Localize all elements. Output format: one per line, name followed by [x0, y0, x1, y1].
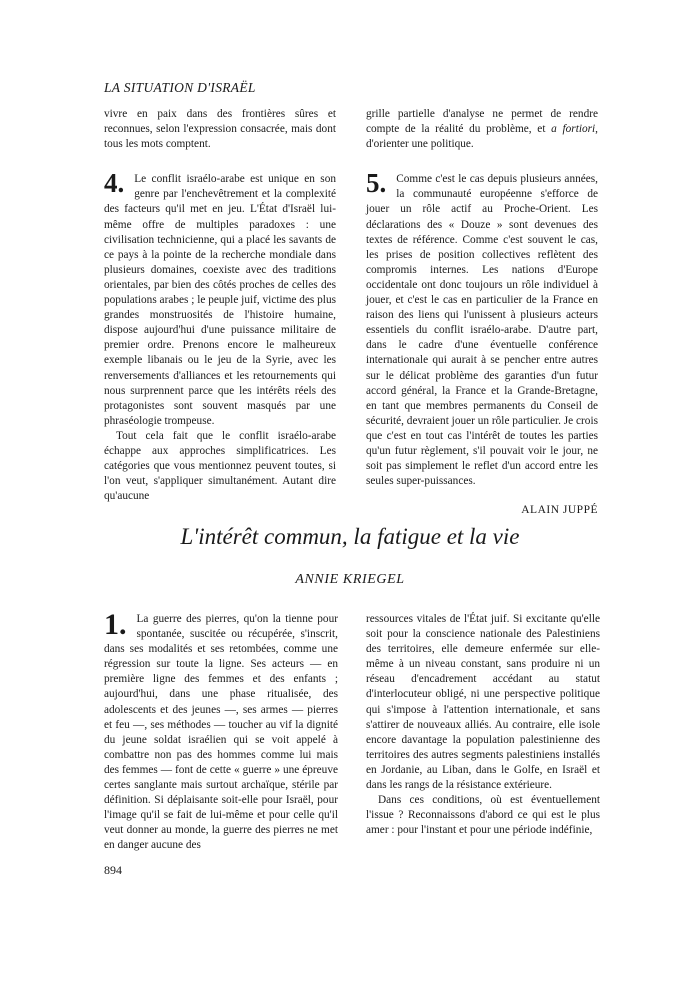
running-head: LA SITUATION D'ISRAËL	[104, 80, 256, 95]
upper-right-column	[366, 107, 598, 518]
paragraph: Dans ces conditions, où est éventuellement l'issue ? Reconnaissons d'abord ce qui est le plus amer : pour l'instant et pour une période indéfinie,	[366, 794, 600, 837]
paragraph: vivre en paix dans des frontières sûres et reconnues, selon l'expression consacrée, mais dont tous les mots comptent.	[104, 108, 336, 151]
italic-run: a fortiori	[551, 123, 596, 136]
section-1-paragraph	[104, 608, 338, 854]
section-5-text: Comme c'est le cas depuis plusieurs années, la communauté européenne s'efforce de jouer un rôle actif au Proche-Orient. Les déclarations des « Douze » sont devenues des textes de référence. Comme c'est souvent le cas, les prises de position collectives reflètent des compromis internes. Les nations d'Europe occidentale ont donc toujours un rôle individuel à jouer, et c'est le cas en particulier de la France en raison des liens qui l'unissent à plusieurs acteurs essentiels du conflit israélo-arabe. D'autre part, dans le cadre d'une éventuelle conférence internationale qui aurait à se pencher entre autres sur le délicat problème des garanties d'un futur accord général, la France et la Grande-Bretagne, en tant que membres permanents du Conseil de sécurité, devraient jouer un rôle particulier. Je crois que c'est en tout cas l'intérêt de toutes les parties qu'un futur règlement, s'il pouvait voir le jour, ne soit pas simplement le reflet d'un accord entre les seules super-puissances.	[366, 173, 598, 488]
article-left-column	[104, 608, 338, 854]
upper-left-column	[104, 107, 336, 504]
section-number: 1.	[104, 608, 127, 641]
section-number: 5.	[366, 168, 387, 199]
author-signature: ALAIN JUPPÉ	[521, 504, 598, 517]
section-number: 4.	[104, 168, 125, 199]
section-4-paragraph	[104, 168, 336, 429]
page-number: 894	[104, 863, 122, 877]
section-4-text: Le conflit israélo-arabe est unique en son genre par l'enchevêtrement et la complexité des facteurs qu'il met en jeu. L'État d'Israël lui-même offre de multiples paradoxes : une civilisation technicienne, qui a placé les savants de ce pays à la pointe de la recherche mondiale dans plusieurs domaines, coexiste avec des traditions orientales, par bien des côtés proches de celles des populations arabes ; le peuple juif, victime des plus grandes monstruosités de l'histoire humaine, dispose aujourd'hui d'une puissance militaire de premier ordre. Prenons encore le malheureux exemple libanais ou le jeu de la Syrie, avec les renversements d'alliances et les retournements qui nous surprennent parce que les intérêts réels des protagonistes sont souvent masqués par une phraséologie trompeuse.	[104, 173, 336, 427]
article-right-column	[366, 612, 600, 838]
section-1-text: La guerre des pierres, qu'on la tienne pour spontanée, suscitée ou récupérée, s'inscrit, dans ses modalités et ses retombées, comme une régression sur toute la ligne. Ses acteurs — en première ligne des femmes et des enfants ; aujourd'hui, dans une phase ritualisée, des adolescents et des jeunes —, ses armes — pierres et feu —, ses méthodes — toucher au vif la dignité du jeune soldat israélien qui se voit appelé à combattre non pas des hommes comme lui mais des femmes — font de cette « guerre » une épreuve certes sanglante mais surtout archaïque, stérile par définition. Si déplaisante soit-elle pour Israël, pour l'image qu'il se fait de lui-même et pour celle qu'il veut donner au monde, la guerre des pierres ne met en danger aucune des	[104, 613, 338, 852]
paragraph	[366, 107, 598, 152]
article-title: L'intérêt commun, la fatigue et la vie	[180, 524, 520, 549]
paragraph: ressources vitales de l'État juif. Si excitante qu'elle soit pour la conscience nationale des Palestiniens des territoires, elle demeure enfermée sur elle-même à un niveau constant, sans produire ni un réseau d'encadrement accédant au statut d'interlocuteur obligé, ni une perspective politique qui s'impose à l'attention internationale, et sans s'attirer de nouveaux alliés. Au contraire, elle isole encore davantage la population palestinienne des territoires des autres segments palestiniens installés en Jordanie, au Liban, dans le Golfe, en Israël et dans les rangs de la résistance extérieure.	[366, 613, 600, 792]
article-author: ANNIE KRIEGEL	[295, 572, 405, 587]
text-run: , d'orienter une politique.	[366, 123, 598, 151]
text-run: grille partielle d'analyse ne permet de rendre compte de la réalité du problème, et	[366, 108, 598, 136]
section-5-paragraph	[366, 168, 598, 489]
paragraph: Tout cela fait que le conflit israélo-arabe échappe aux approches simplificatrices. Les catégories que vous mentionnez peuvent toutes, si l'on veut, s'appliquer simultanément. Autant dire qu'aucune	[104, 429, 336, 503]
